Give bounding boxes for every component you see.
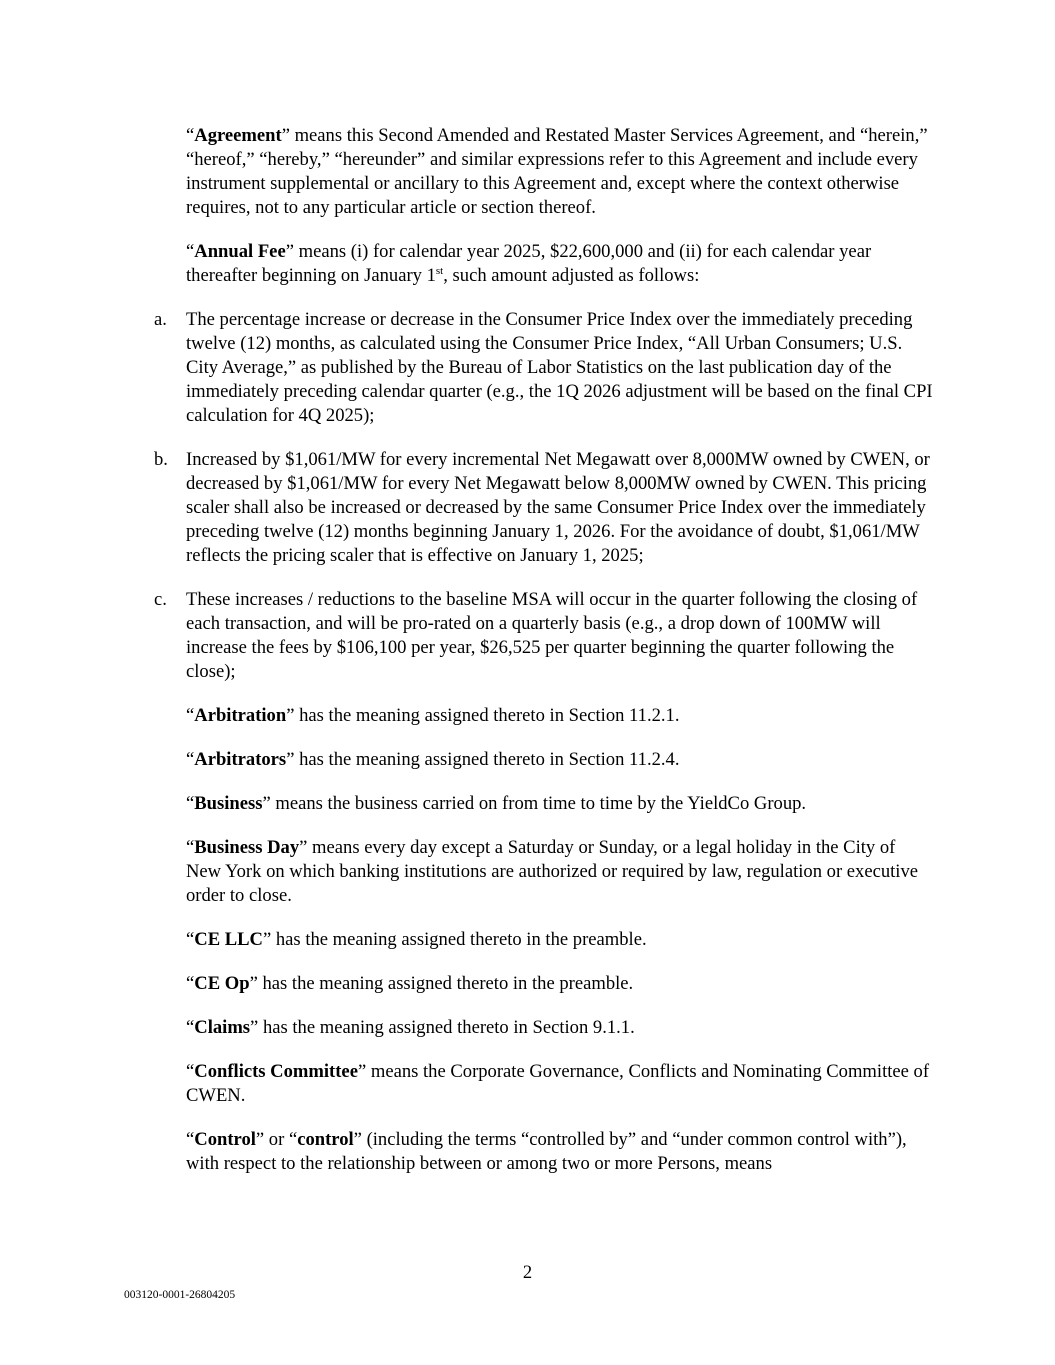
- definition-ce-op: “CE Op” has the meaning assigned thereto in the preamble.: [186, 973, 634, 994]
- list-item: [154, 448, 934, 568]
- definition-annual-fee: “Annual Fee” means (i) for calendar year 2025, $22,600,000 and (ii) for each calendar year thereafter beginning on January 1st, such amount adjusted as follows:: [186, 241, 872, 286]
- document-id: 003120-0001-26804205: [124, 1289, 236, 1301]
- definition-business-day: “Business Day” means every day except a Saturday or Sunday, or a legal holiday in the City of New York on which banking institutions are authorized or required by law, regulation or executive order to close.: [186, 837, 919, 906]
- list-item-text: The percentage increase or decrease in the Consumer Price Index over the immediately preceding twelve (12) months, as calculated using the Consumer Price Index, “All Urban Consumers; U.S. City Average,” as published by the Bureau of Labor Statistics on the last publication day of the immediately preceding calendar quarter (e.g., the 1Q 2026 adjustment will be based on the final CPI calculation for 4Q 2025);: [186, 309, 933, 426]
- defined-term: Annual Fee: [194, 241, 286, 262]
- superscript-ordinal: st: [435, 265, 444, 277]
- definition-claims: “Claims” has the meaning assigned thereto in Section 9.1.1.: [186, 1017, 635, 1038]
- list-item-text: These increases / reductions to the baseline MSA will occur in the quarter following the closing of each transaction, and will be pro-rated on a quarterly basis (e.g., a drop down of 100MW will increase the fees by $106,100 per year, $26,525 per quarter beginning the quarter following the close);: [186, 589, 918, 682]
- defined-term: Business: [194, 793, 263, 814]
- defined-term: Business Day: [194, 837, 300, 858]
- definition-ce-llc: “CE LLC” has the meaning assigned thereto in the preamble.: [186, 929, 647, 950]
- defined-term: Claims: [194, 1017, 251, 1038]
- defined-term: Arbitrators: [194, 749, 287, 770]
- defined-term: control: [297, 1129, 354, 1150]
- defined-term: CE LLC: [194, 929, 263, 950]
- list-item: [154, 588, 934, 684]
- definition-arbitration: “Arbitration” has the meaning assigned thereto in Section 11.2.1.: [186, 705, 680, 726]
- defined-term: Control: [194, 1129, 256, 1150]
- defined-term: Agreement: [194, 125, 282, 146]
- defined-term: CE Op: [194, 973, 250, 994]
- document-body: [154, 124, 934, 1196]
- defined-term: Conflicts Committee: [194, 1061, 358, 1082]
- page-number: 2: [522, 1262, 533, 1283]
- list-item-letter: b.: [154, 449, 168, 470]
- definition-agreement: “Agreement” means this Second Amended and Restated Master Services Agreement, and “herein,” “hereof,” “hereby,” “hereunder” and similar expressions refer to this Agreement and include every instrument supplemental or ancillary to this Agreement and, except where the context otherwise requires, not to any particular article or section thereof.: [186, 125, 928, 218]
- list-item-text: Increased by $1,061/MW for every incremental Net Megawatt over 8,000MW owned by CWEN, or decreased by $1,061/MW for every Net Megawatt below 8,000MW owned by CWEN. This pricing scaler shall also be increased or decreased by the same Consumer Price Index over the immediately preceding twelve (12) months beginning January 1, 2026. For the avoidance of doubt, $1,061/MW reflects the pricing scaler that is effective on January 1, 2025;: [186, 449, 930, 566]
- definition-arbitrators: “Arbitrators” has the meaning assigned thereto in Section 11.2.4.: [186, 749, 680, 770]
- definition-control: “Control” or “control” (including the terms “controlled by” and “under common control with”), with respect to the relationship between or among two or more Persons, means: [186, 1129, 907, 1174]
- defined-term: Arbitration: [194, 705, 287, 726]
- list-item: [154, 308, 934, 428]
- definition-conflicts-committee: “Conflicts Committee” means the Corporate Governance, Conflicts and Nominating Committee of CWEN.: [186, 1061, 930, 1106]
- list-item-letter: a.: [154, 309, 167, 330]
- list-item-letter: c.: [154, 589, 167, 610]
- definition-business: “Business” means the business carried on from time to time by the YieldCo Group.: [186, 793, 807, 814]
